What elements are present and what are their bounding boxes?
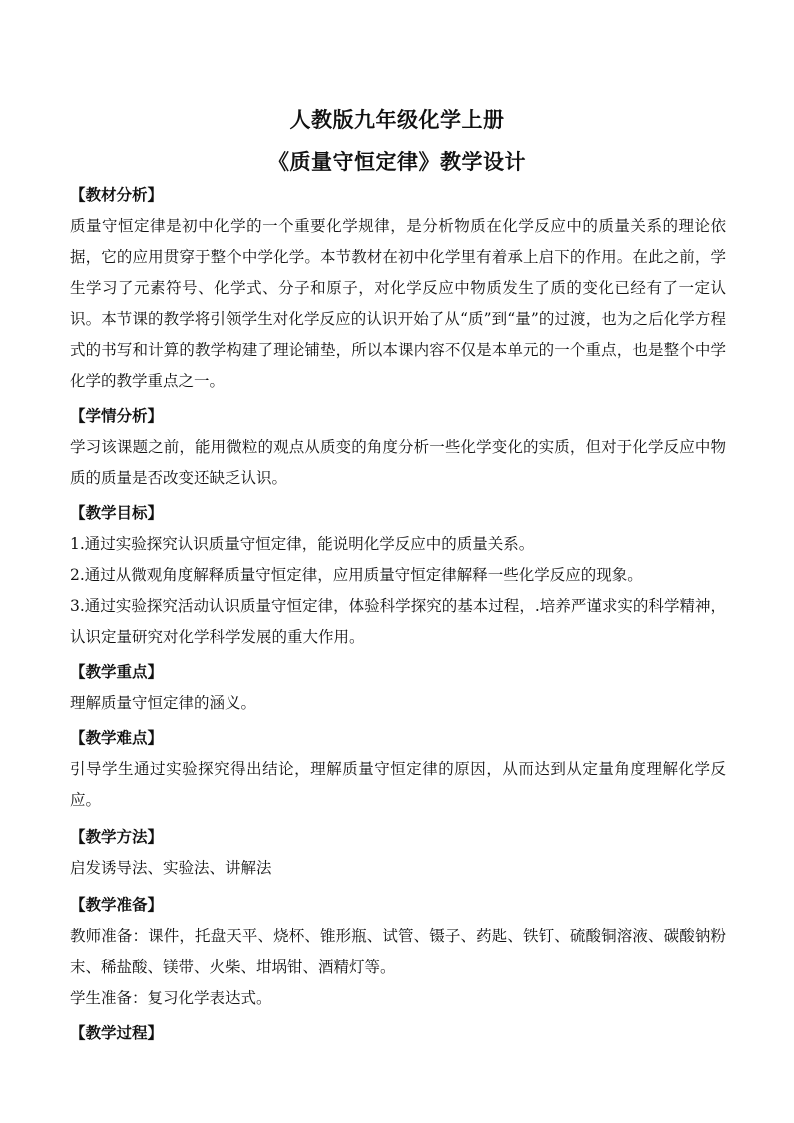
section-teaching-process <box>70 1018 726 1049</box>
goal-item: 1.通过实验探究认识质量守恒定律，能说明化学反应中的质量关系。 <box>70 535 535 553</box>
section-teaching-goals <box>70 498 726 653</box>
section-paragraph: 学习该课题之前，能用微粒的观点从质变的角度分析一些化学变化的实质，但对于化学反应中物质的质量是否改变还缺乏认识。 <box>70 438 726 487</box>
teacher-preparation: 教师准备：课件，托盘天平、烧杯、锥形瓶、试管、镊子、药匙、铁钉、硫酸铜溶液、碳酸钠粉末、稀盐酸、镁带、火柴、坩埚钳、酒精灯等。 <box>70 927 726 976</box>
section-paragraph: 启发诱导法、实验法、讲解法 <box>70 859 272 877</box>
section-difficulty <box>70 723 726 816</box>
section-heading: 【教学重点】 <box>70 663 164 681</box>
section-key-point <box>70 657 726 719</box>
section-student-analysis <box>70 401 726 494</box>
section-heading: 【教学准备】 <box>70 896 164 914</box>
document-body <box>70 180 726 1049</box>
section-heading: 【学情分析】 <box>70 407 164 425</box>
section-preparation <box>70 890 726 1014</box>
section-paragraph: 质量守恒定律是初中化学的一个重要化学规律，是分析物质在化学反应中的质量关系的理论依据，它的应用贯穿于整个中学化学。本节教材在初中化学里有着承上启下的作用。在此之前，学生学习了元素符号、化学式、分子和原子，对化学反应中物质发生了质的变化已经有了一定认识。本节课的教学将引领学生对化学反应的认识开始了从“质”到“量”的过渡，也为之后化学方程式的书写和计算的教学构建了理论铺垫，所以本课内容不仅是本单元的一个重点，也是整个中学化学的教学重点之一。 <box>70 217 726 390</box>
document-subtitle: 《质量守恒定律》教学设计 <box>268 150 526 174</box>
student-preparation: 学生准备：复习化学表达式。 <box>70 989 272 1007</box>
section-heading: 【教学方法】 <box>70 828 164 846</box>
section-heading: 【教学难点】 <box>70 729 164 747</box>
section-heading: 【教学目标】 <box>70 504 164 522</box>
section-heading: 【教材分析】 <box>70 186 164 204</box>
section-material-analysis <box>70 180 726 397</box>
goal-item: 3.通过实验探究活动认识质量守恒定律，体验科学探究的基本过程，.培养严谨求实的科学精神，认识定量研究对化学科学发展的重大作用。 <box>70 597 726 646</box>
section-teaching-method <box>70 822 726 884</box>
document-title: 人教版九年级化学上册 <box>289 108 505 132</box>
section-heading: 【教学过程】 <box>70 1024 164 1042</box>
section-paragraph: 理解质量守恒定律的涵义。 <box>70 694 257 712</box>
section-paragraph: 引导学生通过实验探究得出结论，理解质量守恒定律的原因，从而达到从定量角度理解化学反应。 <box>70 760 726 809</box>
goal-item: 2.通过从微观角度解释质量守恒定律，应用质量守恒定律解释一些化学反应的现象。 <box>70 566 643 584</box>
